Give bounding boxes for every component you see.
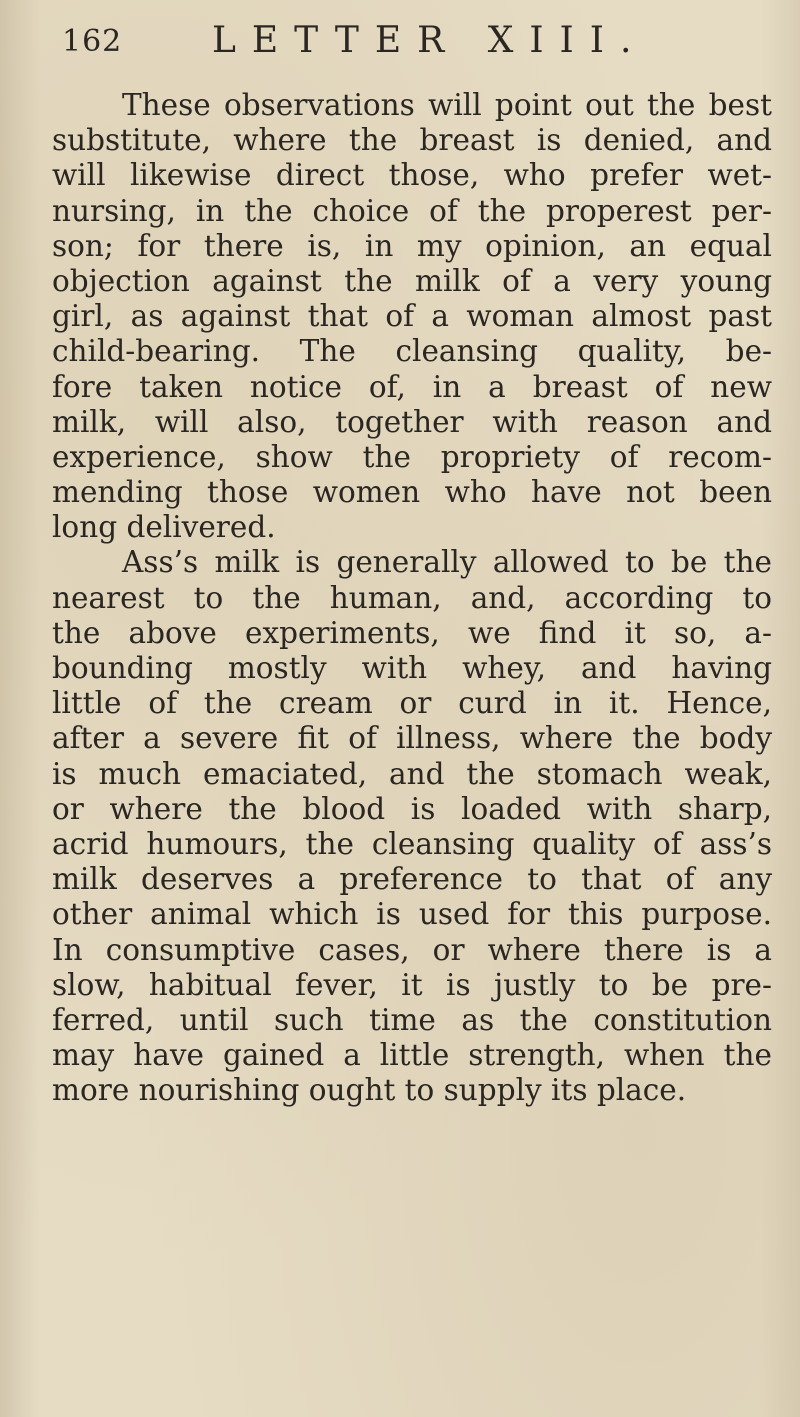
page-header [62,16,702,66]
text-line: or where the blood is loaded with sharp, [52,791,772,826]
text-line: son; for there is, in my opinion, an equal [52,228,772,263]
text-line: experience, show the propriety of recom- [52,439,772,474]
text-line: nursing, in the choice of the properest per- [52,193,772,228]
text-line: after a severe fit of illness, where the body [52,721,772,756]
text-line: little of the cream or curd in it. Hence, [52,686,772,721]
body-text [52,88,772,1108]
text-line: long delivered. [52,510,276,545]
text-line: girl, as against that of a woman almost past [52,299,772,334]
paragraph [52,545,772,1108]
text-line: mending those women who have not been [52,475,772,510]
text-line: objection against the milk of a very young [52,263,772,298]
text-line: milk, will also, together with reason and [52,404,772,439]
text-line: slow, habitual fever, it is justly to be pre- [52,967,772,1002]
text-line: will likewise direct those, who prefer wet- [52,158,772,193]
text-line: Ass’s milk is generally allowed to be the [122,545,772,580]
text-line: milk deserves a preference to that of any [52,862,772,897]
text-line: substitute, where the breast is denied, and [52,123,772,158]
text-line: acrid humours, the cleansing quality of ass’s [52,826,772,861]
text-line: fore taken notice of, in a breast of new [52,369,772,404]
paragraph [52,88,772,545]
text-line: more nourishing ought to supply its place. [52,1073,687,1108]
text-line: the above experiments, we find it so, a- [52,615,772,650]
text-line: may have gained a little strength, when the [52,1038,772,1073]
text-line: child-bearing. The cleansing quality, be- [52,334,772,369]
running-head: LETTER XIII. [212,20,648,61]
page-number: 162 [62,24,123,59]
text-line: nearest to the human, and, according to [52,580,772,615]
text-line: In consumptive cases, or where there is a [52,932,772,967]
text-line: is much emaciated, and the stomach weak, [52,756,772,791]
text-line: bounding mostly with whey, and having [52,651,772,685]
text-line: ferred, until such time as the constitution [52,1002,772,1037]
text-line: other animal which is used for this purpose. [52,897,772,932]
text-line: These observations will point out the best [122,88,772,122]
